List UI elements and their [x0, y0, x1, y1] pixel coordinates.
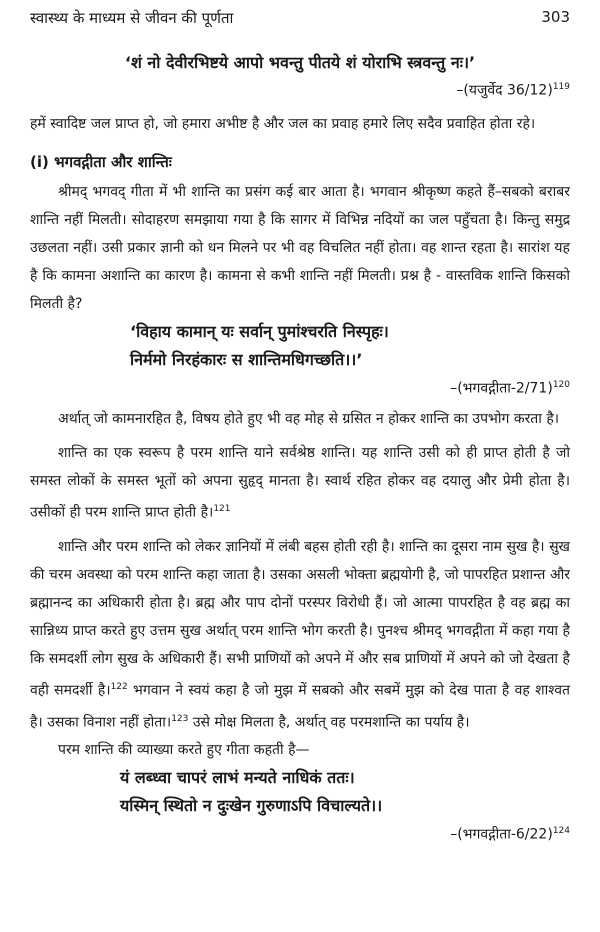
page-body: [30, 50, 570, 846]
verse-3: [120, 764, 570, 820]
verse-2-line-2: निर्ममो निरहंकारः स शान्तिमधिगच्छति।।’: [130, 349, 363, 369]
paragraph-5-text-a: शान्ति और परम शान्ति को लेकर ज्ञानियों में लंबी बहस होती रही है। शान्ति का दूसरा नाम सुख है। सुख की चरम अवस्था को परम शान्ति कहा जाता है। उसका असली भोक्ता ब्रह्मयोगी है, जो पापरहित प्रशान्त और ब्रह्मानन्द का अधिकारी होता है। ब्रह्म और पाप दोनों परस्पर विरोधी हैं। जो आत्मा पापरहित है वह ब्रह्म का सान्निध्य प्राप्त करते हुए उत्तम सुख अर्थात् परम शान्ति भोग करती है। पुनश्च श्रीमद् भगवद्गीता में कहा गया है कि समदर्शी लोग सुख के अधिकारी हैं। सभी प्राणियों को अपने में और सब प्राणियों में अपने को जो देखता है वही समदर्शी है।: [30, 538, 570, 699]
paragraph-5: [30, 533, 570, 736]
page-header: [30, 8, 570, 32]
verse-3-line-1: यं लब्ध्वा चापरं लाभं मन्यते नाधिकं ततः।: [120, 768, 355, 788]
paragraph-5-text-c: उसे मोक्ष मिलता है, अर्थात् वह परमशान्ति का पर्याय है।: [188, 714, 470, 731]
footnote-ref: 120: [552, 379, 570, 390]
verse-3-citation: [30, 820, 570, 846]
footnote-ref: 122: [110, 681, 128, 692]
footnote-ref: 124: [552, 826, 570, 837]
section-heading: (i) भगवद्गीता और शान्तिः: [30, 152, 172, 171]
footnote-ref: 121: [213, 504, 231, 515]
verse-1: ‘शं नो देवीरभिष्टये आपो भवन्तु पीतये शं योराभि स्त्रवन्तु नः।’: [124, 53, 476, 72]
citation-text: –(भगवद्गीता-6/22): [450, 826, 553, 843]
paragraph-5-text-b: भगवान ने स्वयं कहा है जो मुझ में सबको और सबमें मुझ को देख पाता है वह शाश्वत है। उसका विनाश नहीं होता।: [30, 682, 570, 731]
verse-2: [130, 318, 570, 374]
footnote-ref: 119: [552, 82, 570, 92]
verse-1-citation: [30, 76, 570, 102]
paragraph-3: अर्थात् जो कामनारहित है, विषय होते हुए भी वह मोह से ग्रसित न होकर शान्ति का उपभोग करता है।: [58, 411, 560, 428]
paragraph-4: [30, 439, 570, 527]
verse-2-citation: [30, 374, 570, 400]
paragraph-2: श्रीमद् भगवद् गीता में भी शान्ति का प्रसंग कई बार आता है। भगवान श्रीकृष्ण कहते हैं–सबको बराबर शान्ति नहीं मिलती। सोदाहरण समझाया गया है कि सागर में विभिन्न नदियों का जल पहुँचता है। किन्तु समुद्र उछलता नहीं। उसी प्रकार ज्ञानी को धन मिलने पर भी वह विचलित नहीं होता। वह शान्त रहता है। सारांश यह है कि कामना अशान्ति का कारण है। कामना से कभी शान्ति नहीं मिलती। प्रश्न है - वास्तविक शान्ति किसको मिलती है?: [30, 183, 570, 312]
paragraph-6: परम शान्ति की व्याख्या करते हुए गीता कहती है—: [58, 742, 310, 759]
verse-3-line-2: यस्मिन् स्थितो न दुःखेन गुरुणाऽपि विचाल्यते।।: [120, 796, 383, 816]
paragraph-4-text: शान्ति का एक स्वरूप है परम शान्ति याने सर्वश्रेष्ठ शान्ति। यह शान्ति उसी को ही प्राप्त होती है जो समस्त लोकों के समस्त भूतों को अपना सुहृद् मानता है। स्वार्थ रहित होकर वह दयालु और प्रेमी होता है। उसीकों ही परम शान्ति प्राप्त होती है।: [30, 445, 570, 521]
page-number: 303: [541, 8, 570, 26]
citation-text: –(यजुर्वेद 36/12): [456, 82, 553, 99]
paragraph-1: हमें स्वादिष्ट जल प्राप्त हो, जो हमारा अभीष्ट है और जल का प्रवाह हमारे लिए सदैव प्रवाहित होता रहे।: [30, 115, 536, 132]
verse-2-line-1: ‘विहाय कामान् यः सर्वान् पुमांश्चरति निस्पृहः।: [130, 321, 389, 341]
running-title: स्वास्थ्य के माध्यम से जीवन की पूर्णता: [30, 9, 234, 27]
footnote-ref: 123: [171, 713, 189, 724]
citation-text: –(भगवद्गीता-2/71): [450, 380, 553, 397]
